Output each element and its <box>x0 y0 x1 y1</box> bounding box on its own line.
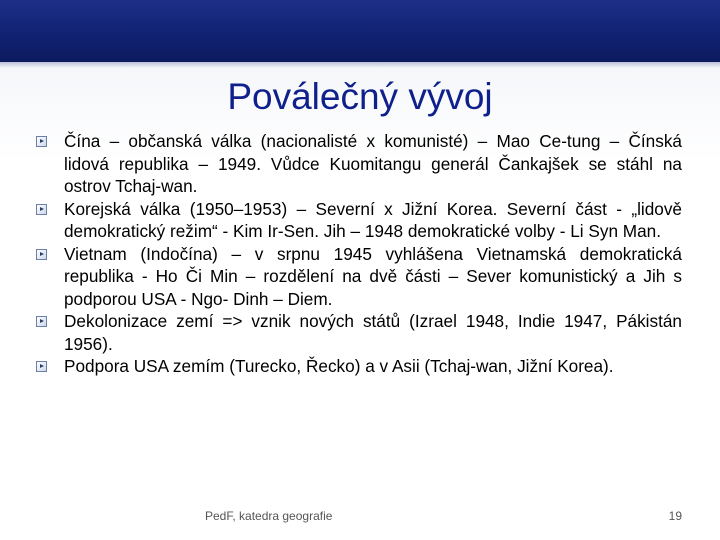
bullet-text: Čína – občanská válka (nacionalisté x komunisté) – Mao Ce-tung – Čínská lidová republika – 1949. Vůdce Kuomitangu generál Čankajšek se stáhl na ostrov Tchaj-wan. <box>64 131 682 196</box>
arrow-box-icon <box>36 204 47 215</box>
bullet-item <box>36 243 682 311</box>
bullet-item <box>36 130 682 198</box>
bullet-item <box>36 310 682 355</box>
footer-text: PedF, katedra geografie <box>205 509 333 523</box>
arrow-box-icon <box>36 316 47 327</box>
bullet-text: Vietnam (Indočína) – v srpnu 1945 vyhlášena Vietnamská demokratická republika - Ho Či Min – rozdělení na dvě části – Sever komunistický a Jih s podporou USA - Ngo- Dinh – Diem. <box>64 243 682 309</box>
arrow-box-icon <box>36 361 47 372</box>
bullet-text: Dekolonizace zemí => vznik nových států (Izrael 1948, Indie 1947, Pákistán 1956). <box>64 311 682 354</box>
slide-number: 19 <box>668 509 682 523</box>
arrow-box-icon <box>36 136 47 147</box>
header-bar <box>0 0 720 62</box>
bullet-text: Korejská válka (1950–1953) – Severní x Jižní Korea. Severní část - „lidově demokratický režim“ - Kim Ir-Sen. Jih – 1948 demokratické volby - Li Syn Man. <box>64 198 682 241</box>
arrow-box-icon <box>36 249 47 260</box>
bullet-item <box>36 355 682 378</box>
slide-title: Poválečný vývoj <box>227 76 493 117</box>
bullet-list <box>36 130 682 378</box>
bullet-text: Podpora USA zemím (Turecko, Řecko) a v Asii (Tchaj-wan, Jižní Korea). <box>64 356 614 376</box>
bullet-item <box>36 198 682 243</box>
